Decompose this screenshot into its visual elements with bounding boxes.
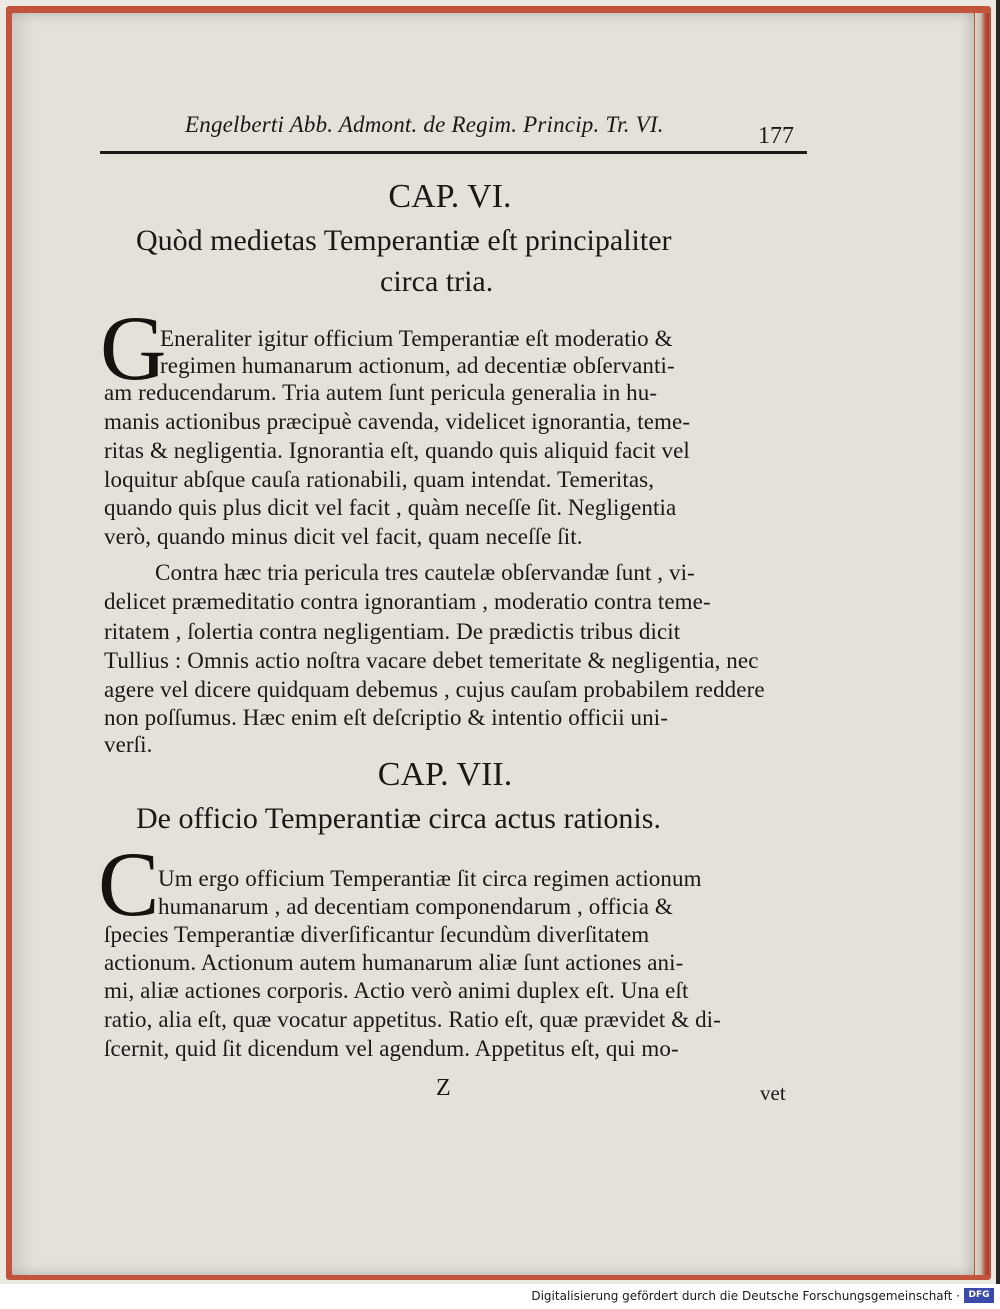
chapter-7-heading: CAP. VII. (377, 756, 513, 793)
page-foredge (975, 13, 989, 1275)
text-line: regimen humanarum actionum, ad decentiæ obſervanti- (160, 353, 675, 378)
digitization-credit: Digitalisierung gefördert durch die Deutsche Forschungsgemeinschaft · (531, 1289, 960, 1303)
text-line: agere vel dicere quidquam debemus , cujus cauſam probabilem reddere (104, 677, 765, 702)
chapter-7-title-line: De officio Temperantiæ circa actus rationis. (136, 802, 661, 835)
text-line: Um ergo officium Temperantiæ ſit circa regimen actionum (158, 866, 702, 891)
chapter-6-title-line: Quòd medietas Temperantiæ eſt principaliter (136, 224, 672, 257)
header-rule (100, 151, 807, 154)
text-line: Tullius : Omnis actio noſtra vacare debet temeritate & negligentia, nec (104, 648, 759, 673)
page-number: 177 (758, 123, 794, 149)
text-line: loquitur abſque cauſa rationabili, quam intendat. Temeritas, (104, 467, 655, 492)
text-line: quando quis plus dicit vel facit , quàm neceſſe ſit. Negligentia (104, 495, 677, 520)
signature-mark: Z (436, 1075, 451, 1101)
text-line: humanarum , ad decentiam componendarum , officia & (158, 894, 673, 919)
text-line: actionum. Actionum autem humanarum aliæ ſunt actiones ani- (104, 950, 684, 975)
chapter-6-drop-cap: G (100, 297, 167, 399)
text-line: Contra hæc tria pericula tres cautelæ obſervandæ ſunt , vi- (155, 560, 695, 585)
text-line: ritatem , ſolertia contra negligentiam. De prædictis tribus dicit (104, 619, 681, 644)
text-line: verſi. (104, 732, 153, 757)
text-line: Eneraliter igitur officium Temperantiæ eſt moderatio & (160, 326, 673, 351)
text-line: non poſſumus. Hæc enim eſt deſcriptio & intentio officii uni- (104, 705, 668, 730)
text-line: ratio, alia eſt, quæ vocatur appetitus. Ratio eſt, quæ prævidet & di- (104, 1007, 721, 1032)
text-line: delicet præmeditatio contra ignorantiam , moderatio contra teme- (104, 589, 711, 614)
text-line: manis actionibus præcipuè cavenda, videlicet ignorantia, teme- (104, 409, 691, 434)
text-line: mi, aliæ actiones corporis. Actio verò animi duplex eſt. Una eſt (104, 978, 689, 1003)
text-line: am reducendarum. Tria autem ſunt pericula generalia in hu- (104, 380, 658, 405)
dfg-logo-icon: DFG (964, 1288, 994, 1303)
text-line: ſcernit, quid ſit dicendum vel agendum. Appetitus eſt, qui mo- (104, 1036, 679, 1061)
text-line: ſpecies Temperantiæ diverſificantur ſecundùm diverſitatem (104, 922, 650, 947)
catchword: vet (760, 1081, 786, 1105)
chapter-6-title-line: circa tria. (380, 265, 494, 298)
text-line: ritas & negligentia. Ignorantia eſt, quando quis aliquid facit vel (104, 438, 690, 463)
running-head: Engelberti Abb. Admont. de Regim. Princip. Tr. VI. (185, 112, 664, 137)
chapter-6-heading: CAP. VI. (388, 178, 512, 215)
chapter-7-drop-cap: C (98, 833, 160, 935)
text-line: verò, quando minus dicit vel facit, quam neceſſe ſit. (104, 524, 583, 549)
